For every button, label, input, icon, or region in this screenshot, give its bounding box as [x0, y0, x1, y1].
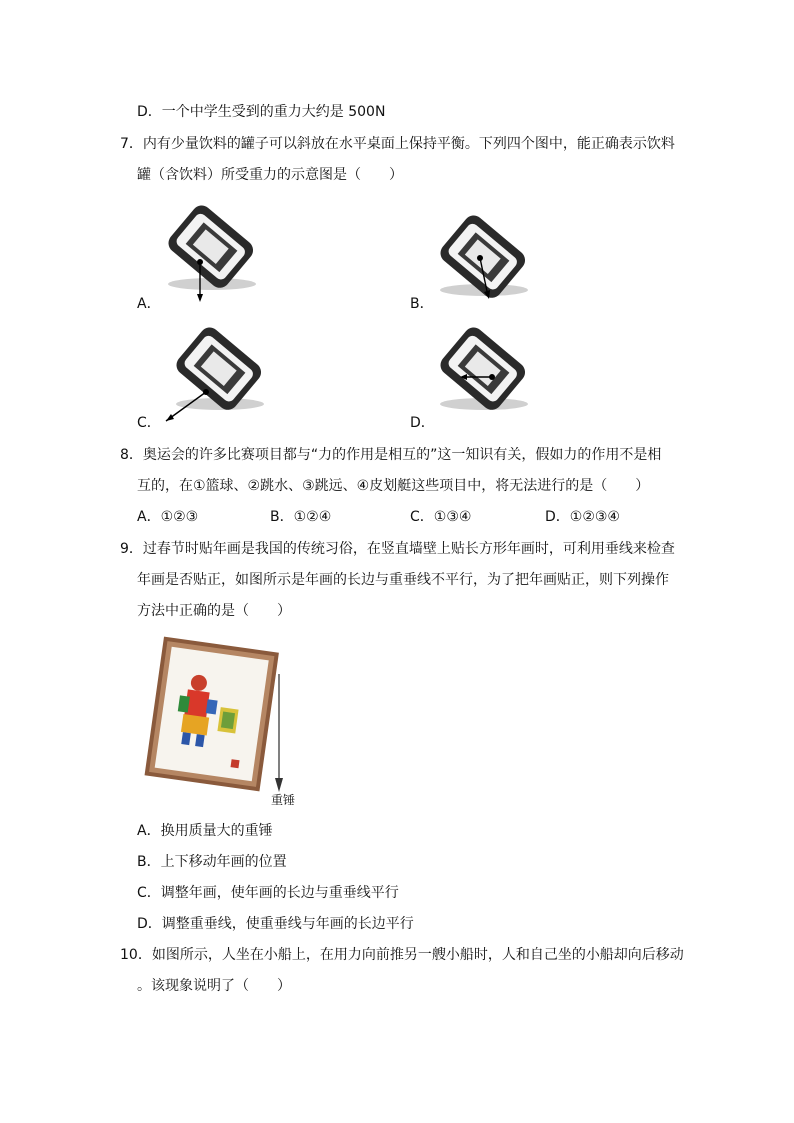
q8-stem-line2: 互的，在①篮球、②跳水、③跳远、④皮划艇这些项目中，将无法进行的是（ ） [137, 478, 650, 494]
q7-option-a: A． [137, 296, 161, 312]
q8-option-b: B．①②④ [270, 509, 332, 525]
q8-stem-line1: 8．奥运会的许多比赛项目都与“力的作用是相互的”这一知识有关，假如力的作用不是相 [120, 447, 662, 463]
q9-new-year-painting-figure [140, 630, 300, 802]
q7-figure-d [432, 322, 532, 420]
q9-stem-line3: 方法中正确的是（ ） [137, 603, 291, 619]
q9-option-b: B．上下移动年画的位置 [137, 854, 287, 870]
q8-option-d: D．①②③④ [545, 509, 620, 525]
q7-option-c: C． [137, 415, 161, 431]
q7-stem-line2: 罐（含饮料）所受重力的示意图是（ ） [137, 167, 403, 183]
q7-figure-c [140, 322, 265, 426]
q10-stem-line1: 10．如图所示，人坐在小船上，在用力向前推另一艘小船时，人和自己坐的小船却向后移动 [120, 947, 684, 963]
q10-stem-line2: 。该现象说明了（ ） [137, 978, 291, 994]
q9-option-a: A．换用质量大的重锤 [137, 823, 273, 839]
q7-option-b: B． [410, 296, 434, 312]
q9-stem-line1: 9．过春节时贴年画是我国的传统习俗，在竖直墙壁上贴长方形年画时，可利用垂线来检查 [120, 541, 675, 557]
q9-option-c: C．调整年画，使年画的长边与重垂线平行 [137, 885, 399, 901]
q7-stem-line1: 7．内有少量饮料的罐子可以斜放在水平桌面上保持平衡。下列四个图中，能正确表示饮料 [120, 136, 675, 152]
q9-stem-line2: 年画是否贴正，如图所示是年画的长边与重垂线不平行，为了把年画贴正，则下列操作 [137, 572, 669, 588]
q8-option-c: C．①③④ [410, 509, 472, 525]
q8-option-a: A．①②③ [137, 509, 199, 525]
q7-figure-a [160, 196, 260, 304]
q9-figure-label-plumb-bob: 重锤 [271, 793, 296, 807]
q7-option-d: D． [410, 415, 435, 431]
q9-option-d: D．调整重垂线，使重垂线与年画的长边平行 [137, 916, 414, 932]
q6-option-d: D．一个中学生受到的重力大约是 500N [137, 104, 386, 120]
q7-figure-b [432, 210, 532, 305]
